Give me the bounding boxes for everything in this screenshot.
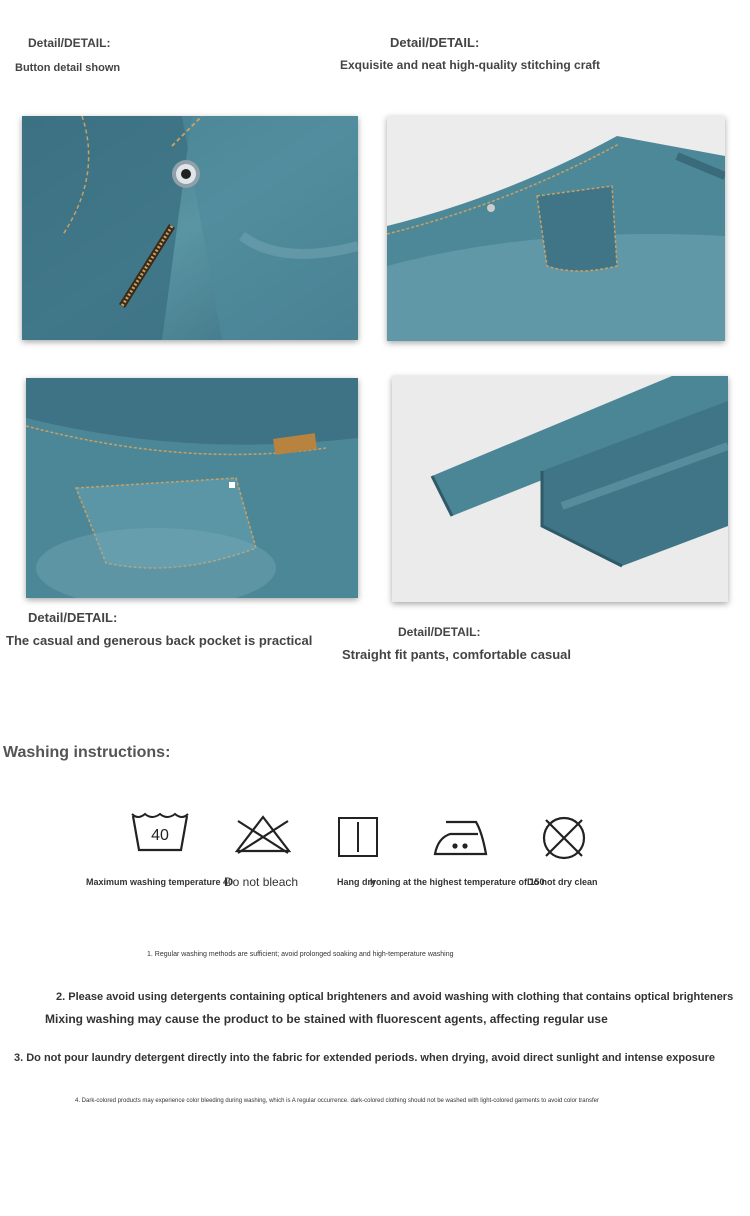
no-dry-clean-icon [540,814,588,862]
no-bleach-icon [234,813,292,855]
stitching-detail-photo [387,116,725,341]
detail-heading-1: Detail/DETAIL: [28,36,111,50]
iron-icon [432,818,490,858]
wash-40-caption: Maximum washing temperature 40 [86,877,234,887]
detail-heading-4: Detail/DETAIL: [398,625,481,639]
washing-title: Washing instructions: [3,744,171,761]
detail-caption-4: Straight fit pants, comfortable casual [342,647,571,662]
hang-dry-caption: Hang dry [337,877,377,887]
detail-caption-3: The casual and generous back pocket is practical [6,633,313,648]
detail-caption-2: Exquisite and neat high-quality stitching craft [340,58,601,72]
detail-caption-1: Button detail shown [15,62,121,74]
back-pocket-photo [26,378,358,598]
washing-note-2: 2. Please avoid using detergents containing optical brighteners and avoid washing with clothing that contains optical brighteners [56,991,734,1003]
no-dry-clean-caption: Do not dry clean [527,877,598,887]
hang-dry-icon [337,816,379,858]
straight-fit-photo [392,376,728,602]
wash-40-icon [130,810,190,854]
button-detail-photo [22,116,358,340]
washing-note-4: 4. Dark-colored products may experience color bleeding during washing, which is A regular occurrence. dark-colored clothing should not be washed with light-colored garments to avoid color transfer [75,1098,599,1104]
svg-text:40: 40 [151,827,169,844]
detail-heading-3: Detail/DETAIL: [28,610,118,625]
washing-note-2b: Mixing washing may cause the product to be stained with fluorescent agents, affecting regular use [45,1012,608,1026]
detail-heading-2: Detail/DETAIL: [390,35,480,50]
washing-note-3: 3. Do not pour laundry detergent directly into the fabric for extended periods. when drying, avoid direct sunlight and intense exposure [14,1052,716,1064]
washing-note-1: 1. Regular washing methods are sufficient; avoid prolonged soaking and high-temperature washing [147,951,454,958]
no-bleach-caption: Do not bleach [224,875,299,889]
iron-caption: Ironing at the highest temperature of 150 [370,877,545,887]
